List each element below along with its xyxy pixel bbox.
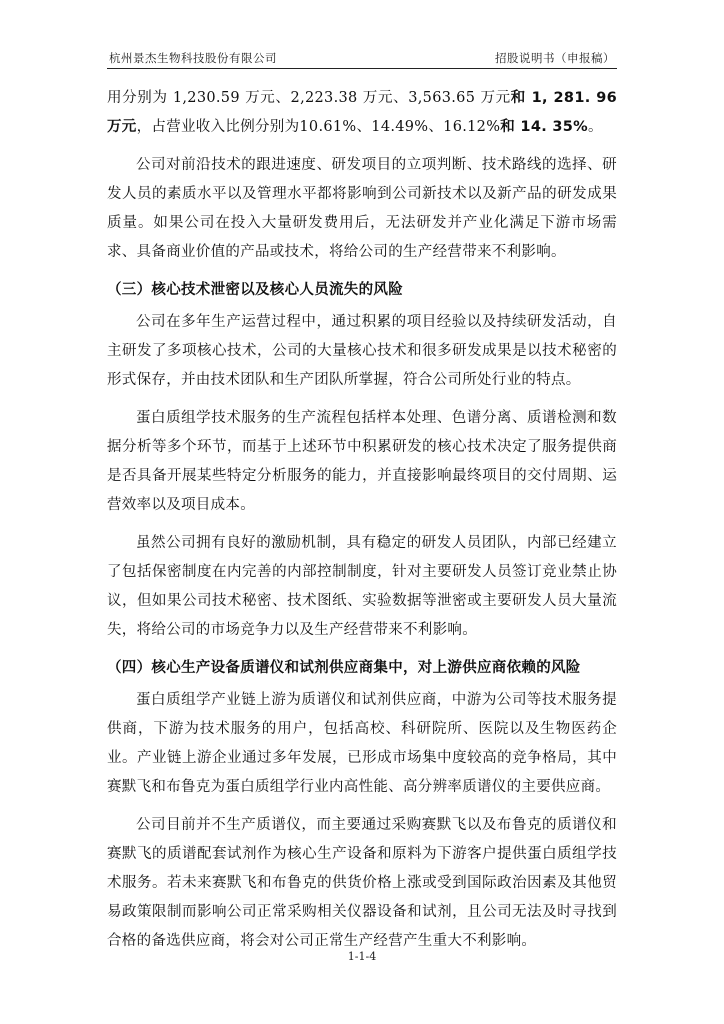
page-number: 1-1-4 — [347, 950, 377, 963]
rd-expense-text-2: ，占营业收入比例分别为10.61%、14.49%、16.12% — [136, 119, 501, 135]
rd-expense-2021h1-value: 和 1, 281. 96 万元 — [107, 90, 618, 135]
rd-expense-text-1: 用分别为 1,230.59 万元、2,223.38 万元、3,563.65 万元 — [107, 90, 511, 106]
rd-expense-text-3: 。 — [587, 119, 603, 135]
paragraph-supply-chain: 蛋白质组学产业链上游为质谱仪和试剂供应商，中游为公司等技术服务提供商，下游为技术服务的用户，包括高校、科研院所、医院以及生物医药企业。产业链上游企业通过多年发展，已形成市场集中度较高的竞争格局，其中赛默飞和布鲁克为蛋白质组学行业内高性能、高分辨率质谱仪的主要供应商。 — [107, 692, 617, 795]
rd-expense-2021h1-ratio: 和 14. 35% — [500, 119, 588, 135]
document-body — [107, 84, 617, 956]
header-company-name: 杭州景杰生物科技股份有限公司 — [109, 51, 277, 65]
paragraph-proteomics-workflow: 蛋白质组学技术服务的生产流程包括样本处理、色谱分离、质谱检测和数据分析等多个环节，而基于上述环节中积累研发的核心技术决定了服务提供商是否具备开展某些特定分析服务的能力，并直接影响最终项目的交付周期、运营效率以及项目成本。 — [107, 410, 617, 513]
paragraph-supplier-dependency: 公司目前并不生产质谱仪，而主要通过采购赛默飞以及布鲁克的质谱仪和赛默飞的质谱配套试剂作为核心生产设备和原料为下游客户提供蛋白质组学技术服务。若未来赛默飞和布鲁克的供货价格上涨或受到国际政治因素及其他贸易政策限制而影响公司正常采购相关仪器设备和试剂，且公司无法及时寻找到合格的备选供应商，将会对公司正常生产经营产生重大不利影响。 — [107, 817, 617, 949]
section-heading-3: （三）核心技术泄密以及核心人员流失的风险 — [107, 282, 403, 298]
paragraph-rd-quality: 公司对前沿技术的跟进速度、研发项目的立项判断、技术路线的选择、研发人员的素质水平以及管理水平都将影响到公司新技术以及新产品的研发成果质量。如果公司在投入大量研发费用后，无法研发并产业化满足下游市场需求、具备商业价值的产品或技术，将给公司的生产经营带来不利影响。 — [107, 157, 617, 260]
paragraph-rd-expense — [107, 84, 617, 142]
paragraph-incentive-mechanism: 虽然公司拥有良好的激励机制，具有稳定的研发人员团队，内部已经建立了包括保密制度在内完善的内部控制制度，针对主要研发人员签订竞业禁止协议，但如果公司技术秘密、技术图纸、实验数据等泄密或主要研发人员大量流失，将给公司的市场竞争力以及生产经营带来不利影响。 — [107, 535, 617, 638]
section-heading-4: （四）核心生产设备质谱仪和试剂供应商集中，对上游供应商依赖的风险 — [107, 660, 581, 676]
page-header — [107, 46, 617, 69]
paragraph-core-tech-secrets: 公司在多年生产运营过程中，通过积累的项目经验以及持续研发活动，自主研发了多项核心技术，公司的大量核心技术和很多研发成果是以技术秘密的形式保存，并由技术团队和生产团队所掌握，符合公司所处行业的特点。 — [107, 314, 617, 388]
header-document-type: 招股说明书（申报稿） — [495, 51, 615, 65]
